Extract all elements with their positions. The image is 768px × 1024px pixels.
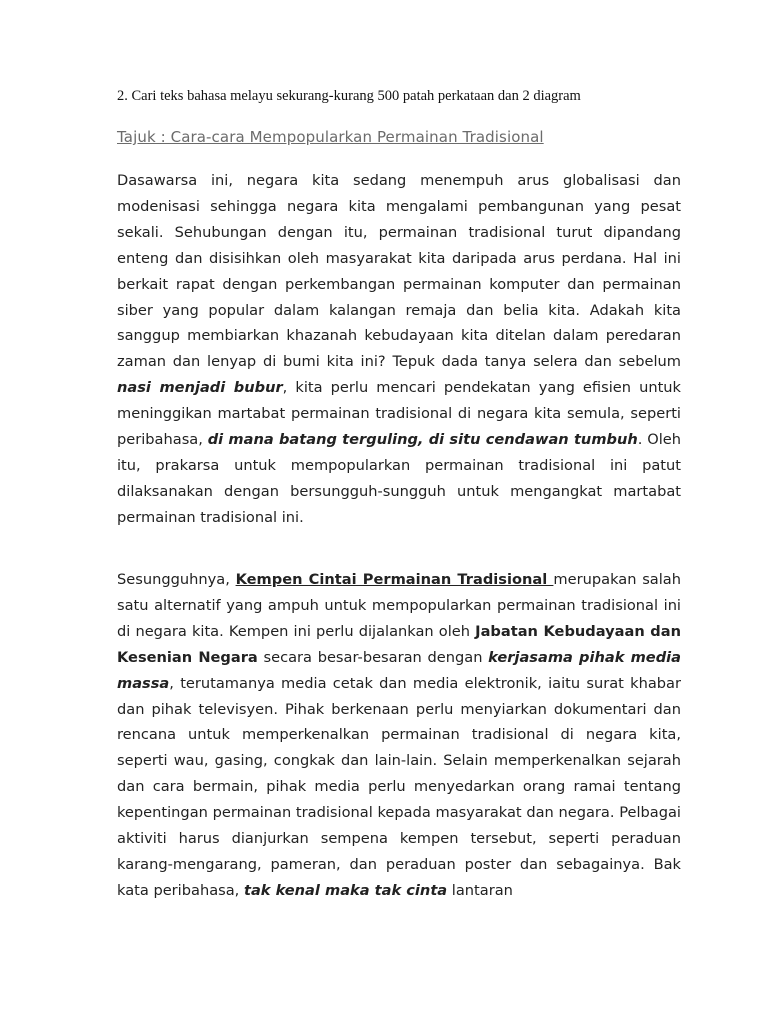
paragraph-1-text-2: , kita perlu mencari pendekatan yang efisien untuk meninggikan martabat permainan tradisional di negara kita semula, seperti peribahasa, (117, 379, 682, 449)
paragraph-2-text-2: merupakan salah satu alternatif yang ampuh untuk mempopularkan permainan tradisional ini di negara kita. Kempen ini perlu dijalankan oleh (117, 571, 681, 640)
paragraph-1-text-1: Dasawarsa ini, negara kita sedang menempuh arus globalisasi dan modenisasi sehingga negara kita mengalami pembangunan yang pesat sekali. Sehubungan dengan itu, permainan tradisional turut dipandang enteng dan disisihkan oleh masyarakat kita daripada arus perdana. Hal ini berkait rapat dengan perkembangan permainan komputer dan permainan siber yang popular dalam kalangan remaja dan belia kita. Adakah kita sanggup membiarkan khazanah kebudayaan kita ditelan dalam peredaran zaman dan lenyap di bumi kita ini? Tepuk dada tanya selera dan sebelum (117, 172, 681, 371)
proverb-tak-kenal: tak kenal maka tak cinta (243, 881, 448, 899)
paragraph-2-text-4: , terutamanya media cetak dan media elektronik, iaitu surat khabar dan pihak televisyen. Pihak berkenaan perlu menyiarkan dokumentari dan rencana untuk memperkenalkan permainan tradisional di negara kita, seperti wau, gasing, congkak dan lain-lain. Selain memperkenalkan sejarah dan cara bermain, pihak media perlu menyedarkan orang ramai tentang kepentingan permainan tradisional kepada masyarakat dan negara. Pelbagai aktiviti harus dianjurkan sempena kempen tersebut, seperti peraduan karang-mengarang, pameran, dan peraduan poster dan sebagainya. Bak kata peribahasa, (117, 674, 681, 899)
campaign-name: Kempen Cintai Permainan Tradisional (235, 571, 554, 588)
proverb-batang-terguling: di mana batang terguling, di situ cendawan tumbuh (207, 431, 638, 449)
department-name: Jabatan Kebudayaan dan Kesenian Negara (117, 622, 681, 666)
paragraph-2-text-5: lantaran (447, 881, 513, 899)
paragraph-2 (117, 567, 681, 904)
essay-title: Tajuk : Cara-cara Mempopularkan Permainan Tradisional (117, 128, 544, 146)
paragraph-2-text-1: Sesungguhnya, (117, 571, 236, 588)
paragraph-1 (117, 168, 681, 531)
paragraph-2-text-3: secara besar-besaran dengan (257, 648, 489, 666)
media-cooperation-phrase: kerjasama pihak media massa (117, 648, 681, 692)
question-line: 2. Cari teks bahasa melayu sekurang-kurang 500 patah perkataan dan 2 diagram (117, 88, 581, 104)
paragraph-1-text-3: . Oleh itu, prakarsa untuk mempopularkan permainan tradisional ini patut dilaksanakan dengan bersungguh-sungguh untuk mengangkat martabat permainan tradisional ini. (117, 431, 681, 526)
proverb-nasi-menjadi-bubur: nasi menjadi bubur (117, 379, 283, 397)
